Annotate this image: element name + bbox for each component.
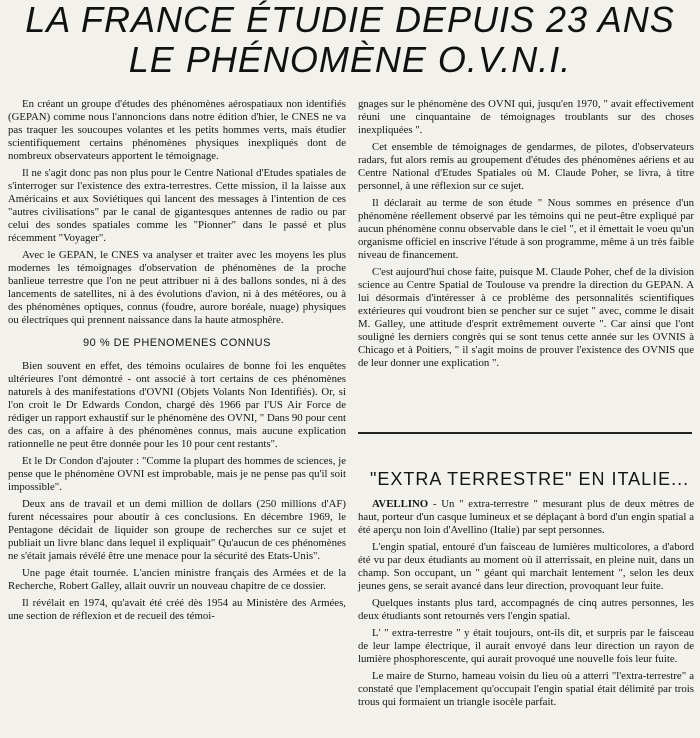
article-paragraph: Il déclarait au terme de son étude " Nous sommes en présence d'un phénomène réellement observé par les témoins qui ne peut-être expliqué par aucun phénomène connu observable dans le ciel ", et il émettait le voeu qu'un organisme officiel en inscrive l'étude à son programme, même à un très faible niveau de financement.: [358, 197, 694, 261]
headline-line-1: LA FRANCE ÉTUDIE DEPUIS 23 ANS: [25, 0, 675, 40]
article-paragraph: Bien souvent en effet, des témoins oculaires de bonne foi les enquêtes ultérieures l'ont démontré - ont associé à tort certains de ces phénomènes naturels à des manifestations d'OVNI (Objets Volants Non Identifiés). Or, si l'on croit le Dr Edwards Condon, chargé dès 1966 par l'US Air Force de rédiger un rapport exhaustif sur le phénomène des OVNI, " Dans 90 pour cent des cas, on a affaire à des phénomènes connus, mais aucune explication rationnelle ne peut être donnée pour les 10 pour cent restants".: [8, 360, 346, 450]
article-paragraph: Deux ans de travail et un demi million de dollars (250 millions d'AF) furent nécessaires pour aboutir à ces conclusions. En décembre 1969, le Pentagone décidait de liquider son groupe de recherches sur ce sujet et publiait un livre blanc dans lequel il expliquait" Qu'aucun de ces phénomènes ne s'était jamais révélé être une menace pour la sécurité des Etats-Unis".: [8, 498, 346, 562]
sidebar-paragraph: L' " extra-terrestre " y était toujours, ont-ils dit, et surpris par le faisceau de leur lampe électrique, il aurait envoyé dans leur direction un rayon de lumière phosphorescente, qui aurait provoqué une nouvelle fois leur fuite.: [358, 627, 694, 665]
section-subhead: 90 % DE PHENOMENES CONNUS: [83, 337, 271, 349]
article-paragraph: Il révélait en 1974, qu'avait été créé dès 1954 au Ministère des Armées, une section de réflexion et de recueil des témoi-: [8, 597, 346, 622]
article-paragraph: Cet ensemble de témoignages de gendarmes, de pilotes, d'observateurs radars, fut alors remis au groupement d'études des phénomènes aériens et au Centre National d'Etudes Spatiales où M. Claude Poher, se livra, à titre personnel, à une réflexion sur ce sujet.: [358, 141, 694, 192]
sidebar-article-title: "EXTRA TERRESTRE" EN ITALIE...: [370, 469, 690, 489]
sidebar-paragraph: Le maire de Sturno, hameau voisin du lieu où a atterri "l'extra-terrestre" a constaté que l'emplacement qu'occupait l'engin spatial était délimité par trois trous qui formaient un triangle isocèle parfait.: [358, 670, 694, 708]
sidebar-paragraph: L'engin spatial, entouré d'un faisceau de lumières multicolores, a d'abord été vu par deux étudiants au moment où il atterrissait, en pleine nuit, dans un champ. Son occupant, un " géant qui marchait lentement ", selon les deux jeunes gens, se serait avancé dans leur direction, provoquant leur fuite.: [358, 541, 694, 592]
sidebar-article: [358, 470, 694, 713]
article-paragraph: C'est aujourd'hui chose faite, puisque M. Claude Poher, chef de la division science au Centre Spatial de Toulouse va prendre la direction du GEPAN. A lui désormais d'intéresser à ce problème des personnalités scientifiques extérieures qui voudront bien se pencher sur ce sujet " avec, comme le disait M. Galley, une attitude d'esprit extrêmement ouverte ". Car ainsi que l'ont souligné les derniers congrès qui se sont tenus cette année sur les OVNIS à Chicago et à Poitiers, " il s'agit moins de prouver l'existence des OVNIS que de leur donner une explication ".: [358, 266, 694, 369]
dateline: AVELLINO: [372, 498, 429, 510]
article-paragraph: Avec le GEPAN, le CNES va analyser et traiter avec les moyens les plus modernes les témoignages d'observation de phénomènes de la proche banlieue terrestre que l'on ne peut attribuer ni à des ballons sondes, ni à des lancements de satellites, ni à des évolutions d'avion, ni à des météores, ou à des phénomènes optiques, connus (foudre, aurore boréale, nuage) physiques ou électriques qui prennent naissance dans la haute atmosphère.: [8, 249, 346, 326]
article-left-column: [8, 98, 346, 627]
article-paragraph: En créant un groupe d'études des phénomènes aérospatiaux non identifiés (GEPAN) comme nous l'annoncions dans notre édition d'hier, le CNES ne va pas traquer les soucoupes volantes et les petits hommes verts, mais étudier scientifiquement certains phénomènes physiques inexpliqués dont de nombreux observateurs apportent le témoignage.: [8, 98, 346, 162]
sidebar-lead-text: - Un " extra-terrestre " mesurant plus de deux mètres de haut, porteur d'un casque lumineux et se déplaçant à bord d'un engin spatial a été aperçu non loin d'Avellino (Italie) par sept personnes.: [358, 498, 694, 536]
article-paragraph: Et le Dr Condon d'ajouter : "Comme la plupart des hommes de sciences, je pense que le phénomène OVNI est improbable, mais je ne pense pas qu'il soit impossible".: [8, 455, 346, 493]
article-right-column: [358, 98, 694, 374]
article-paragraph: gnages sur le phénomène des OVNI qui, jusqu'en 1970, " avait effectivement réuni une cinquantaine de témoignages troublants sur des choses inexpliquées ".: [358, 98, 694, 136]
box-top-rule: [358, 432, 692, 434]
sidebar-first-paragraph: [358, 498, 694, 537]
headline: [0, 2, 700, 78]
article-paragraph: Une page était tournée. L'ancien ministre français des Armées et de la Recherche, Robert Galley, allait ouvrir un nouveau chapitre de ce dossier.: [8, 567, 346, 592]
sidebar-paragraph: Quelques instants plus tard, accompagnés de cinq autres personnes, les deux étudiants sont retournés vers l'engin spatial.: [358, 597, 694, 622]
article-paragraph: Il ne s'agit donc pas non plus pour le Centre National d'Etudes spatiales de s'interroger sur l'existence des extra-terrestres. Cette mission, il la laisse aux Américains et aux Soviétiques qui lancent des messages à l'intention de ces "autres civilisations" par le canal de gigantesques antennes de radio ou par celui des sondes spatiales comme les "Pionner" dans le passé et plus récemment "Voyager".: [8, 167, 346, 244]
headline-line-2: LE PHÉNOMÈNE O.V.N.I.: [128, 39, 572, 80]
